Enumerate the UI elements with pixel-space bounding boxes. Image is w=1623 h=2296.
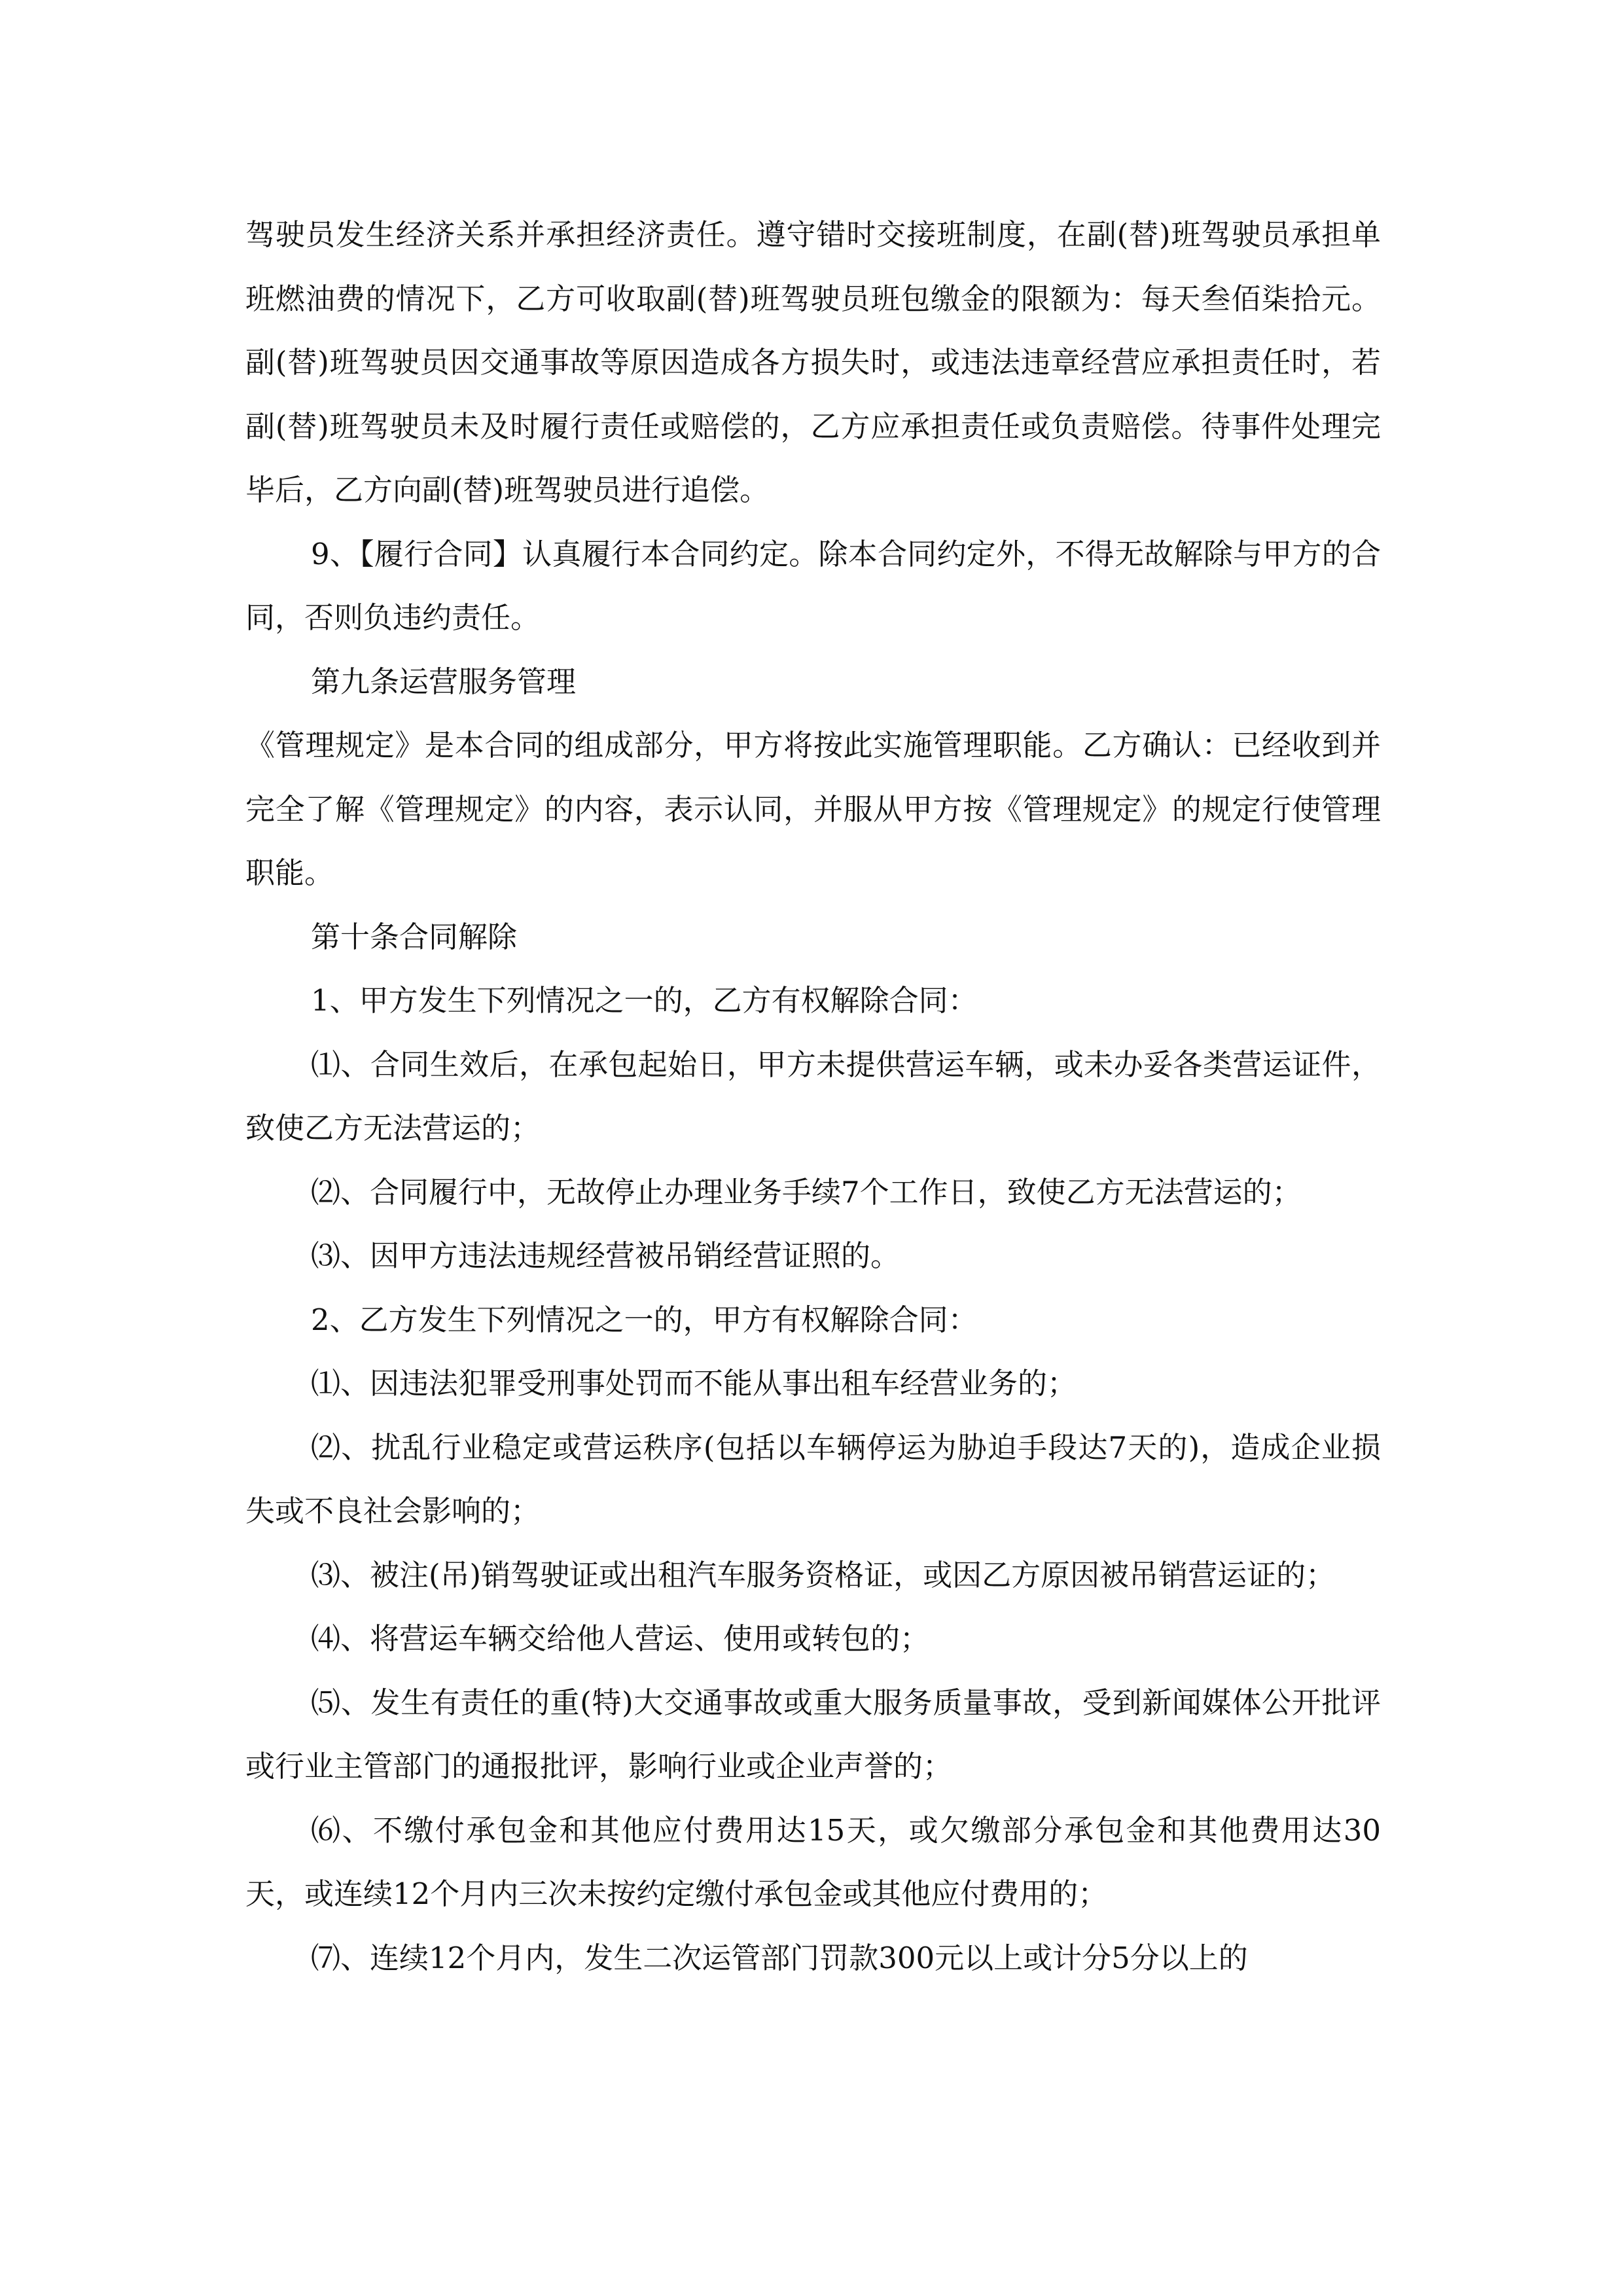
paragraph-party-a-conditions: 1、甲方发生下列情况之一的，乙方有权解除合同： [311,983,978,1018]
list-item-b7: ⑺、连续12个月内，发生二次运管部门罚款300元以上或计分5分以上的 [311,1940,1248,1975]
paragraph-relief-driver: 驾驶员发生经济关系并承担经济责任。遵守错时交接班制度，在副(替)班驾驶员承担单班燃油费的情况下，乙方可收取副(替)班驾驶员班包缴金的限额为：每天叁佰柒拾元。副(替)班驾驶员因交通事故等原因造成各方损失时，或违法违章经营应承担责任时，若副(替)班驾驶员未及时履行责任或赔偿的，乙方应承担责任或负责赔偿。待事件处理完毕后，乙方向副(替)班驾驶员进行追偿。 [245,217,1381,507]
list-item-a2: ⑵、合同履行中，无故停止办理业务手续7个工作日，致使乙方无法营运的； [311,1174,1302,1210]
list-item-a1: ⑴、合同生效后，在承包起始日，甲方未提供营运车辆，或未办妥各类营运证件，致使乙方无法营运的； [245,1047,1381,1145]
paragraph-management-rules: 《管理规定》是本合同的组成部分，甲方将按此实施管理职能。乙方确认：已经收到并完全了解《管理规定》的内容，表示认同，并服从甲方按《管理规定》的规定行使管理职能。 [245,728,1381,890]
section-heading-article-9: 第九条运营服务管理 [311,664,577,699]
document-page [245,203,1381,1990]
list-item-b6: ⑹、不缴付承包金和其他应付费用达15天，或欠缴部分承包金和其他费用达30天，或连续12个月内三次未按约定缴付承包金或其他应付费用的； [245,1812,1381,1911]
list-item-b3: ⑶、被注(吊)销驾驶证或出租汽车服务资格证，或因乙方原因被吊销营运证的； [311,1557,1336,1592]
paragraph-party-b-conditions: 2、乙方发生下列情况之一的，甲方有权解除合同： [311,1302,978,1337]
list-item-b1: ⑴、因违法犯罪受刑事处罚而不能从事出租车经营业务的； [311,1366,1077,1401]
section-heading-article-10: 第十条合同解除 [311,919,518,954]
list-item-a3: ⑶、因甲方违法违规经营被吊销经营证照的。 [311,1238,901,1273]
list-item-b4: ⑷、将营运车辆交给他人营运、使用或转包的； [311,1621,930,1656]
list-item-b2: ⑵、扰乱行业稳定或营运秩序(包括以车辆停运为胁迫手段达7天的)，造成企业损失或不良社会影响的； [245,1429,1381,1528]
list-item-b5: ⑸、发生有责任的重(特)大交通事故或重大服务质量事故，受到新闻媒体公开批评或行业主管部门的通报批评，影响行业或企业声誉的； [245,1685,1381,1784]
paragraph-item-9: 9、【履行合同】认真履行本合同约定。除本合同约定外，不得无故解除与甲方的合同，否则负违约责任。 [245,536,1381,635]
